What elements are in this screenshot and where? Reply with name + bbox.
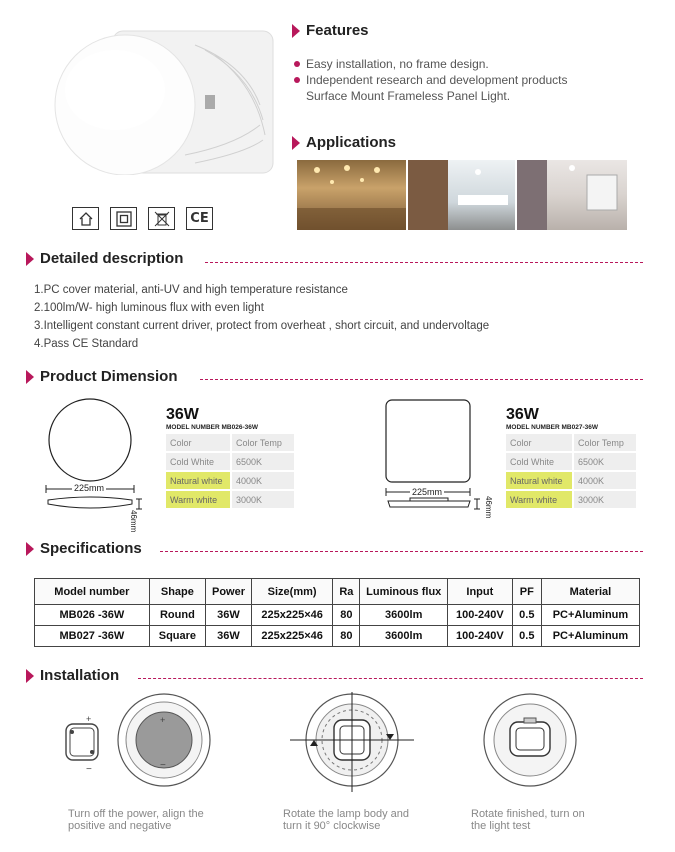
table-row <box>506 491 636 508</box>
list-item: Independent research and development products <box>292 72 662 88</box>
bullet-triangle-icon <box>292 24 300 38</box>
bullet-triangle-icon <box>26 669 34 683</box>
table-cell: 100-240V <box>448 626 513 647</box>
table-row <box>506 472 636 489</box>
square-height-label: 46mm <box>484 496 493 519</box>
square-width-label: 225mm <box>412 487 443 497</box>
table-cell: 3000K <box>574 491 636 508</box>
table-cell: 3600lm <box>360 626 448 647</box>
table-cell: Color <box>166 434 230 451</box>
round-panel-drawing <box>40 398 165 520</box>
table-cell: Cold White <box>506 453 572 470</box>
table-cell: 0.5 <box>512 605 541 626</box>
table-header-row <box>35 579 640 605</box>
plus-sign: + <box>160 715 166 725</box>
bullet-triangle-icon <box>292 136 300 150</box>
table-cell: MB027 -36W <box>35 626 150 647</box>
indoor-use-icon <box>72 207 99 230</box>
table-cell: 225x225×46 <box>251 605 332 626</box>
installation-heading <box>26 667 119 684</box>
section-divider <box>138 678 643 679</box>
bullet-triangle-icon <box>26 542 34 556</box>
install-step-3-illustration <box>480 692 580 792</box>
table-cell: Color Temp <box>232 434 294 451</box>
table-row <box>166 453 294 470</box>
table-cell: PC+Aluminum <box>541 605 639 626</box>
column-header: Input <box>448 579 513 605</box>
table-cell: 80 <box>333 605 360 626</box>
table-cell: Natural white <box>506 472 572 489</box>
table-cell: 36W <box>206 626 252 647</box>
list-item: 3.Intelligent constant current driver, protect from overheat , short circuit, and undervoltage <box>34 320 490 332</box>
list-item: Easy installation, no frame design. <box>292 56 662 72</box>
round-height-label: 46mm <box>129 510 138 533</box>
product-photo <box>45 25 275 175</box>
list-item: 4.Pass CE Standard <box>34 338 139 350</box>
specifications-title: Specifications <box>40 540 142 557</box>
install-step-1-caption <box>68 808 268 832</box>
applications-title: Applications <box>306 134 397 151</box>
list-item: 2.100lm/W- high luminous flux with even light <box>34 302 264 314</box>
list-item: 1.PC cover material, anti-UV and high temperature resistance <box>34 284 348 296</box>
features-list <box>292 56 662 104</box>
table-row <box>166 472 294 489</box>
dimension-title: Product Dimension <box>40 368 178 385</box>
application-photo-store <box>517 160 627 230</box>
table-row <box>35 605 640 626</box>
certification-icons <box>72 207 213 230</box>
table-row <box>166 434 294 451</box>
column-header: Ra <box>333 579 360 605</box>
application-photo-mall <box>297 160 406 230</box>
color-temp-table <box>504 432 638 510</box>
column-header: Size(mm) <box>251 579 332 605</box>
table-cell: 6500K <box>232 453 294 470</box>
detailed-description-list <box>34 281 654 353</box>
detailed-title: Detailed description <box>40 250 184 267</box>
application-photo-bathroom <box>408 160 515 230</box>
column-header: PF <box>512 579 541 605</box>
table-row <box>506 453 636 470</box>
model-number: MODEL NUMBER MB026-36W <box>166 424 258 431</box>
table-cell: Warm white <box>166 491 230 508</box>
bullet-triangle-icon <box>26 252 34 266</box>
table-cell: Square <box>149 626 205 647</box>
table-cell: PC+Aluminum <box>541 626 639 647</box>
install-step-2-caption <box>283 808 473 832</box>
minus-sign: − <box>160 760 166 771</box>
round-width-label: 225mm <box>74 483 105 493</box>
table-cell: MB026 -36W <box>35 605 150 626</box>
table-cell: Warm white <box>506 491 572 508</box>
install-step-2-illustration <box>290 692 420 792</box>
color-temp-table <box>164 432 296 510</box>
column-header: Power <box>206 579 252 605</box>
detailed-description-heading <box>26 250 183 267</box>
double-insulation-icon <box>110 207 137 230</box>
model-number: MODEL NUMBER MB027-36W <box>506 424 598 431</box>
installation-title: Installation <box>40 667 120 684</box>
table-cell: 4000K <box>232 472 294 489</box>
model-wattage: 36W <box>166 406 199 423</box>
table-cell: Natural white <box>166 472 230 489</box>
specifications-heading <box>26 540 142 557</box>
table-cell: 6500K <box>574 453 636 470</box>
table-cell: 80 <box>333 626 360 647</box>
square-model-block <box>506 406 638 510</box>
no-trash-bin-icon <box>148 207 175 230</box>
table-cell: 100-240V <box>448 605 513 626</box>
table-cell: 4000K <box>574 472 636 489</box>
features-title: Features <box>306 22 369 39</box>
list-item-cont: Surface Mount Frameless Panel Light. <box>306 89 511 103</box>
model-wattage: 36W <box>506 406 539 423</box>
table-cell: 3600lm <box>360 605 448 626</box>
column-header: Shape <box>149 579 205 605</box>
caption-line: turn it 90° clockwise <box>283 820 381 832</box>
column-header: Material <box>541 579 639 605</box>
install-step-3-caption <box>471 808 661 832</box>
plus-sign: + <box>86 714 92 724</box>
section-divider <box>160 551 643 552</box>
table-cell: 225x225×46 <box>251 626 332 647</box>
caption-line: Rotate finished, turn on <box>471 808 585 820</box>
install-step-1-illustration <box>58 692 218 792</box>
section-divider <box>205 262 643 263</box>
minus-sign: − <box>86 764 92 775</box>
caption-line: positive and negative <box>68 820 172 832</box>
table-cell: 3000K <box>232 491 294 508</box>
table-row <box>166 491 294 508</box>
table-cell: 36W <box>206 605 252 626</box>
ce-mark-icon: CE <box>186 207 213 230</box>
table-cell: Round <box>149 605 205 626</box>
round-model-block <box>166 406 296 510</box>
table-row <box>35 626 640 647</box>
features-heading <box>292 22 369 39</box>
table-cell: Cold White <box>166 453 230 470</box>
caption-line: the light test <box>471 820 531 832</box>
bullet-triangle-icon <box>26 370 34 384</box>
table-cell: Color <box>506 434 572 451</box>
table-cell: 0.5 <box>512 626 541 647</box>
caption-line: Rotate the lamp body and <box>283 808 409 820</box>
column-header: Model number <box>35 579 150 605</box>
applications-heading <box>292 134 396 151</box>
column-header: Luminous flux <box>360 579 448 605</box>
specifications-table <box>34 578 640 647</box>
table-row <box>506 434 636 451</box>
section-divider <box>200 379 643 380</box>
product-dimension-heading <box>26 368 178 385</box>
caption-line: Turn off the power, align the <box>68 808 204 820</box>
table-cell: Color Temp <box>574 434 636 451</box>
